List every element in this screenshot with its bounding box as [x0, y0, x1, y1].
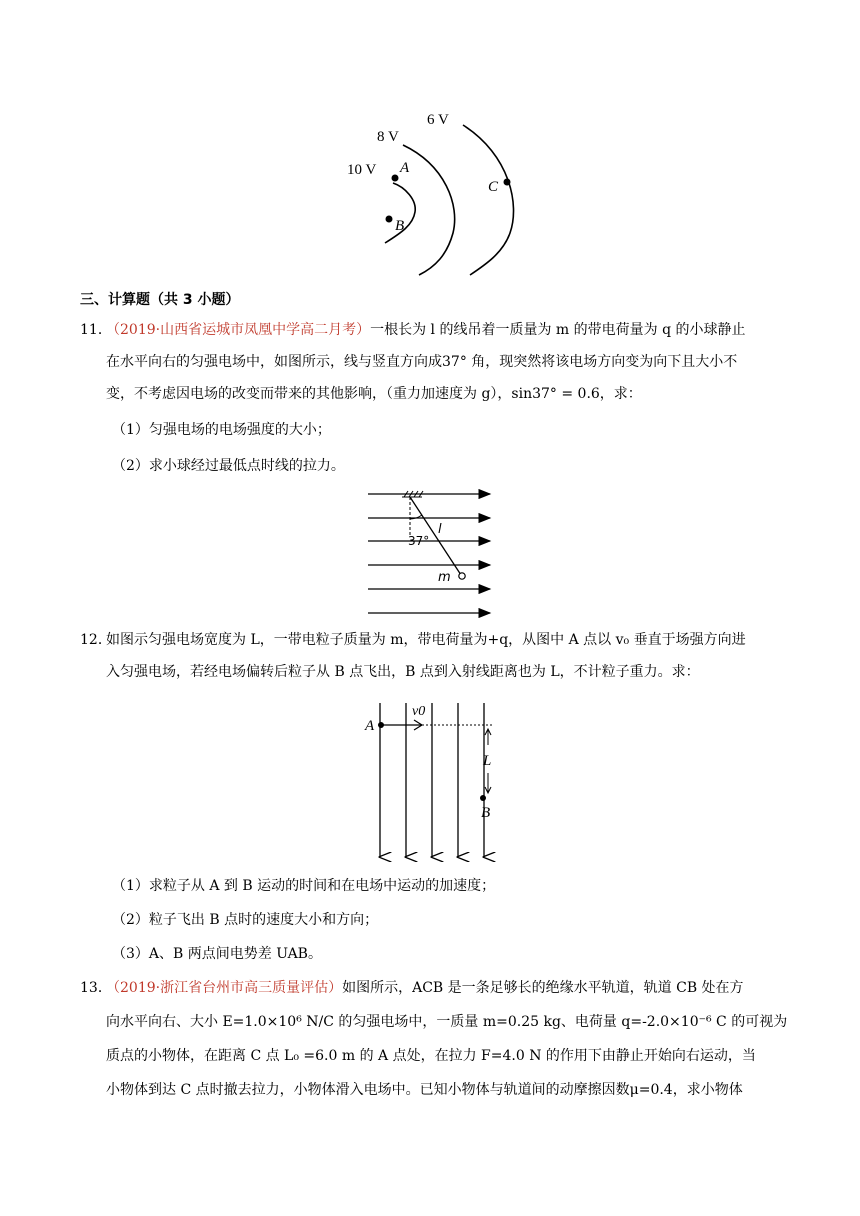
label-a: A — [400, 160, 410, 176]
q11-text1: 一根长为 l 的线吊着一质量为 m 的带电荷量为 q 的小球静止 — [370, 322, 746, 338]
equipotential-8v — [403, 145, 455, 275]
q11-pendulum-figure — [366, 485, 496, 620]
label-l: l — [438, 522, 442, 537]
label-b: B — [481, 805, 491, 821]
q13-source: （2019·浙江省台州市高三质量评估） — [106, 980, 343, 996]
q12-line2: 入匀强电场，若经电场偏转后粒子从 B 点飞出，B 点到入射线距离也为 L，不计粒子重力。求： — [106, 664, 700, 680]
q13-line2: 向水平向右、大小 E=1.0×10⁶ N/C 的匀强电场中，一质量 m=0.25 kg、电荷量 q=-2.0×10⁻⁶ C 的可视为 — [106, 1014, 788, 1030]
label-6v: 6 V — [427, 112, 449, 128]
q11-sub2: （2）求小球经过最低点时线的拉力。 — [112, 458, 345, 474]
q11-sub1: （1）匀强电场的电场强度的大小； — [112, 422, 331, 438]
point-a — [378, 722, 384, 728]
q11-number: 11． — [80, 322, 112, 338]
point-a — [392, 175, 399, 182]
q12-sub3: （3）A、B 两点间电势差 UAB。 — [112, 946, 322, 962]
q12-line1: 如图示匀强电场宽度为 L，一带电粒子质量为 m，带电荷量为+q，从图中 A 点以 v₀ 垂直于场强方向进 — [106, 632, 746, 648]
q13-line3: 质点的小物体，在距离 C 点 L₀ =6.0 m 的 A 点处，在拉力 F=4.0 N 的作用下由静止开始向右运动，当 — [106, 1048, 756, 1064]
q11-line3: 变，不考虑因电场的改变而带来的其他影响，（重力加速度为 g），sin37° = 0.6，求： — [106, 386, 642, 402]
label-8v: 8 V — [377, 129, 399, 145]
q13-line1 — [106, 978, 744, 998]
label-angle: 37° — [408, 534, 430, 548]
label-l: L — [483, 753, 492, 769]
label-m: m — [438, 570, 451, 585]
label-b: B — [395, 218, 405, 234]
q12-deflection-figure — [362, 695, 507, 865]
point-c — [504, 179, 511, 186]
q11-source: （2019·山西省运城市凤凰中学高二月考） — [106, 322, 371, 338]
equipotential-figure — [335, 105, 535, 280]
label-10v: 10 V — [347, 162, 377, 178]
point-b — [480, 795, 486, 801]
q11-line1 — [106, 320, 746, 340]
q12-sub1: （1）求粒子从 A 到 B 运动的时间和在电场中运动的加速度； — [112, 878, 496, 894]
q11-line2: 在水平向右的匀强电场中，如图所示，线与竖直方向成37° 角，现突然将该电场方向变为向下且大小不 — [106, 354, 738, 370]
equipotential-6v — [463, 125, 514, 275]
label-a: A — [365, 718, 375, 734]
q12-sub2: （2）粒子飞出 B 点时的速度大小和方向； — [112, 912, 379, 928]
label-c: C — [488, 179, 499, 195]
q13-line4: 小物体到达 C 点时撤去拉力，小物体滑入电场中。已知小物体与轨道间的动摩擦因数μ=0.4，求小物体 — [106, 1082, 743, 1098]
equipotential-10v — [385, 183, 415, 243]
ball — [459, 573, 465, 579]
label-v0: v0 — [412, 704, 426, 719]
section-title: 三、计算题（共 3 小题） — [80, 292, 240, 308]
point-b — [386, 216, 393, 223]
q13-text1: 如图所示，ACB 是一条足够长的绝缘水平轨道，轨道 CB 处在方 — [342, 980, 744, 996]
q12-number: 12． — [80, 632, 112, 648]
q13-number: 13． — [80, 980, 112, 996]
